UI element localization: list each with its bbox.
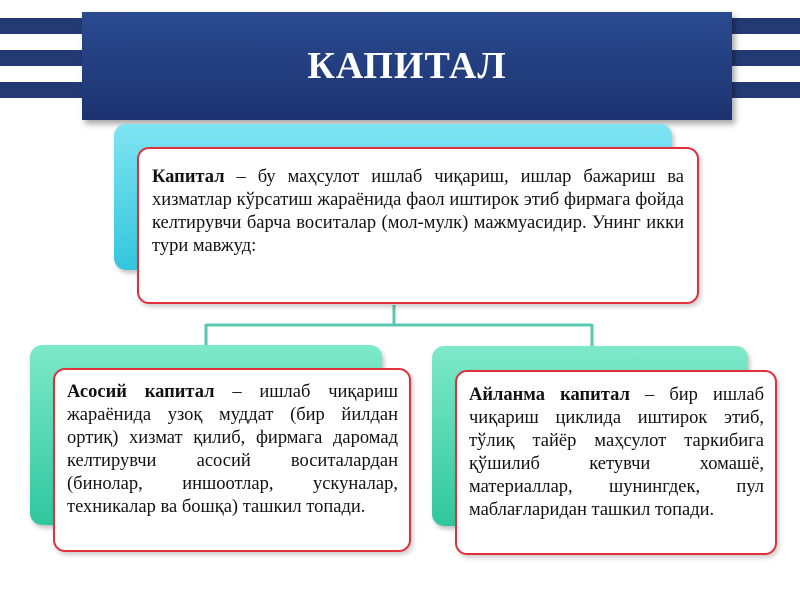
main-definition-box — [137, 147, 699, 304]
working-capital-text — [469, 384, 764, 522]
working-capital-term: Айланма капитал — [469, 385, 630, 405]
fixed-capital-term: Асосий капитал — [67, 382, 215, 402]
working-capital-box — [455, 370, 777, 555]
main-definition-text — [152, 166, 684, 258]
working-capital-description: – бир ишлаб чиқариш циклида иштирок этиб, тўлиқ тайёр маҳсулот таркибига қўшилиб кетувчи хомашё, материаллар, шунингдек, пул маблағларидан ташкил топади. — [469, 385, 764, 520]
main-term: Капитал — [152, 167, 225, 187]
main-description: – бу маҳсулот ишлаб чиқариш, ишлар бажариш ва хизматлар кўрсатиш жараёнида фаол иштирок этиб фирмага фойда келтирувчи барча воситалар (мол-мулк) мажмуасидир. Унинг икки тури мавжуд: — [152, 167, 684, 256]
fixed-capital-box — [53, 368, 411, 552]
fixed-capital-description: – ишлаб чиқариш жараёнида узоқ муддат (бир йилдан ортиқ) хизмат қилиб, фирмага даромад келтирувчи асосий воситалардан (бинолар, иншоотлар, ускуналар, техникалар ва бошқа) ташкил топади. — [67, 382, 398, 517]
page-title: КАПИТАЛ — [307, 45, 507, 87]
fixed-capital-text — [67, 381, 398, 519]
